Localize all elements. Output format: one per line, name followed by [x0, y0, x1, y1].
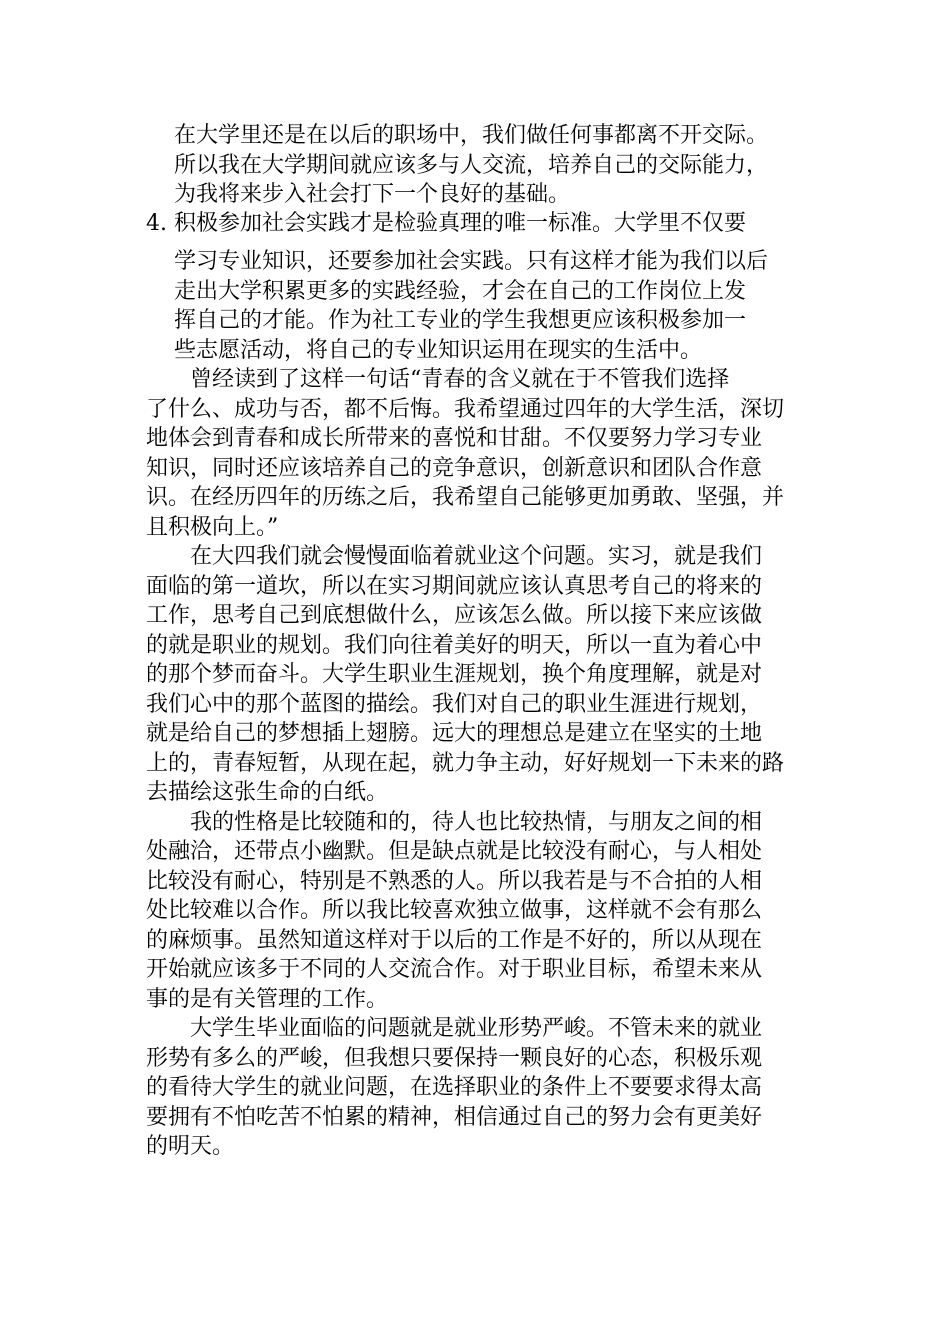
text-line: 事的是有关管理的工作。 — [146, 986, 389, 1012]
text-line: 的看待大学生的就业问题，在选择职业的条件上不要要求得太高 — [146, 1075, 763, 1100]
text-line: 大学生毕业面临的问题就是就业形势严峻。不管未来的就业 — [190, 1016, 763, 1041]
text-line: 在大四我们就会慢慢面临着就业这个问题。实习，就是我们 — [190, 544, 763, 569]
text-line: 知识，同时还应该培养自己的竞争意识，创新意识和团队合作意 — [146, 455, 763, 481]
paragraph-personality — [146, 808, 810, 1015]
text-line: 比较没有耐心，特别是不熟悉的人。所以我若是与不合拍的人相 — [146, 868, 763, 894]
text-line: 工作，思考自己到底想做什么，应该怎么做。所以接下来应该做 — [146, 603, 763, 628]
text-line: 学习专业知识，还要参加社会实践。只有这样才能为我们以后 — [174, 249, 769, 274]
text-line: 挥自己的才能。作为社工专业的学生我想更应该积极参加一 — [174, 308, 747, 333]
text-line: 走出大学积累更多的实践经验，才会在自己的工作岗位上发 — [174, 278, 747, 304]
text-line: 我们心中的那个蓝图的描绘。我们对自己的职业生涯进行规划， — [146, 691, 763, 717]
continuation-paragraph — [174, 121, 810, 210]
text-line: 识。在经历四年的历练之后，我希望自己能够更加勇敢、坚强，并 — [146, 485, 785, 510]
text-line: 我的性格是比较随和的，待人也比较热情，与朋友之间的相 — [190, 809, 763, 835]
text-line: 为我将来步入社会打下一个良好的基础。 — [174, 182, 571, 207]
list-item-4-body — [174, 247, 810, 365]
text-line: 些志愿活动，将自己的专业知识运用在现实的生活中。 — [174, 337, 703, 363]
text-line: 处比较难以合作。所以我比较喜欢独立做事，这样就不会有那么 — [146, 898, 763, 923]
text-line: 所以我在大学期间就应该多与人交流，培养自己的交际能力， — [174, 152, 769, 178]
text-line: 去描绘这张生命的白纸。 — [146, 780, 389, 805]
text-line: 开始就应该多于不同的人交流合作。对于职业目标，希望未来从 — [146, 957, 763, 982]
body-paragraphs — [146, 365, 810, 1162]
text-line: 的明天。 — [146, 1134, 235, 1159]
text-line: 了什么、成功与否，都不后悔。我希望通过四年的大学生活，深切 — [146, 396, 785, 422]
paragraph-career-planning — [146, 542, 810, 808]
text-line: 的就是职业的规划。我们向往着美好的明天，所以一直为着心中 — [146, 632, 763, 658]
text-line: 的麻烦事。虽然知道这样对于以后的工作是不好的，所以从现在 — [146, 927, 763, 953]
text-line: 上的，青春短暂，从现在起，就力争主动，好好规划一下未来的路 — [146, 750, 785, 776]
text-line: 在大学里还是在以后的职场中，我们做任何事都离不开交际。 — [174, 123, 769, 148]
text-line: 就是给自己的梦想插上翅膀。远大的理想总是建立在坚实的土地 — [146, 721, 763, 746]
paragraph-employment — [146, 1014, 810, 1162]
text-line: 且积极向上。” — [146, 514, 279, 540]
list-number: 4. — [146, 211, 167, 236]
text-line: 形势有多么的严峻，但我想只要保持一颗良好的心态，积极乐观 — [146, 1045, 763, 1071]
text-line: 的那个梦而奋斗。大学生职业生涯规划，换个角度理解，就是对 — [146, 662, 763, 687]
text-line: 地体会到青春和成长所带来的喜悦和甘甜。不仅要努力学习专业 — [146, 426, 763, 451]
text-line: 曾经读到了这样一句话“青春的含义就在于不管我们选择 — [190, 367, 730, 392]
text-line: 处融洽，还带点小幽默。但是缺点就是比较没有耐心，与人相处 — [146, 839, 763, 864]
list-item-4-header — [146, 209, 810, 239]
text-line: 面临的第一道坎，所以在实习期间就应该认真思考自己的将来的 — [146, 573, 763, 599]
paragraph-youth-quote — [146, 365, 810, 542]
text-line: 要拥有不怕吃苦不怕累的精神，相信通过自己的努力会有更美好 — [146, 1104, 763, 1130]
list-item-first-line: 积极参加社会实践才是检验真理的唯一标准。大学里不仅要 — [174, 211, 747, 236]
